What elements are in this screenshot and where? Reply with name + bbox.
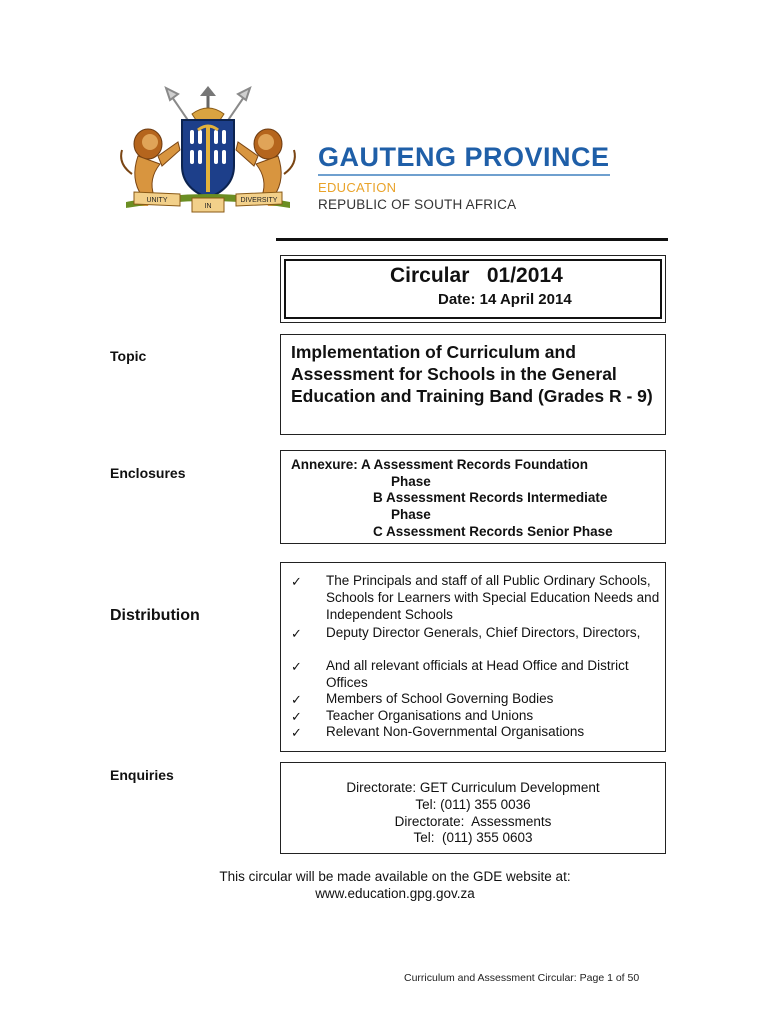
- province-name: GAUTENG PROVINCE: [318, 142, 610, 172]
- website-url: www.education.gpg.gov.za: [315, 886, 475, 901]
- enclosure-line: B Assessment Records Intermediate: [373, 490, 608, 505]
- page-footer: Curriculum and Assessment Circular: Page 1 of 50: [404, 972, 640, 984]
- enclosures-box: [280, 450, 666, 544]
- motto-center: IN: [204, 203, 212, 210]
- motto-left: UNITY: [146, 197, 168, 204]
- shield-icon: [182, 120, 234, 198]
- distribution-item-text: Relevant Non-Governmental Organisations: [326, 724, 585, 739]
- enquiries-line: Directorate: GET Curriculum Development: [346, 780, 600, 795]
- country-name: REPUBLIC OF SOUTH AFRICA: [318, 197, 517, 212]
- wordmark-divider: [318, 174, 610, 176]
- topic-label: Topic: [110, 348, 147, 364]
- department-name: EDUCATION: [318, 180, 397, 195]
- circular-date: Date: 14 April 2014: [438, 291, 572, 308]
- enquiries-line: Tel: (011) 355 0603: [413, 830, 533, 846]
- distribution-label: Distribution: [110, 607, 200, 624]
- enquiries-label: Enquiries: [110, 767, 174, 783]
- distribution-item: [291, 625, 661, 642]
- enclosure-line: C Assessment Records Senior Phase: [373, 524, 613, 539]
- enclosure-line: Annexure: A Assessment Records Foundation: [291, 457, 589, 472]
- topic-text: Implementation of Curriculum and Assessment for Schools in the General Education and Training Band (Grades R - 9): [291, 342, 653, 406]
- enclosures-label: Enclosures: [110, 465, 186, 481]
- distribution-item-text: Deputy Director Generals, Chief Directors, Directors,: [326, 625, 641, 640]
- distribution-item-text: The Principals and staff of all Public Ordinary Schools, Schools for Learners with Special Education Needs and Independent Schools: [326, 573, 660, 622]
- checkmark-icon: ✓: [291, 659, 302, 674]
- checkmark-icon: ✓: [291, 692, 302, 707]
- motto-right: DIVERSITY: [240, 197, 278, 204]
- distribution-item-text: Members of School Governing Bodies: [326, 691, 554, 706]
- distribution-item: [291, 573, 661, 623]
- distribution-box: [280, 562, 666, 752]
- distribution-item-text: Teacher Organisations and Unions: [326, 708, 534, 723]
- crest-top-icon: [192, 86, 224, 120]
- enquiries-line: Directorate: Assessments: [394, 813, 552, 829]
- distribution-item: [291, 658, 661, 692]
- checkmark-icon: ✓: [291, 709, 302, 724]
- enclosure-line: Phase: [391, 507, 431, 522]
- checkmark-icon: ✓: [291, 626, 302, 641]
- coat-of-arms-logo: [108, 84, 308, 218]
- distribution-item-text: And all relevant officials at Head Office and District Offices: [326, 658, 629, 690]
- enclosure-line: Phase: [391, 474, 431, 489]
- availability-line: This circular will be made available on the GDE website at:: [219, 869, 571, 884]
- enquiries-line: Tel: (011) 355 0036: [415, 796, 531, 812]
- topic-box: [280, 334, 666, 435]
- checkmark-icon: ✓: [291, 725, 302, 740]
- distribution-item: [291, 724, 661, 741]
- circular-number: Circular 01/2014: [390, 264, 563, 287]
- distribution-item: [291, 691, 661, 708]
- logo-wordmark: [318, 142, 638, 213]
- checkmark-icon: ✓: [291, 574, 302, 589]
- header-divider: [276, 238, 668, 241]
- distribution-item: [291, 708, 661, 725]
- enquiries-box: [280, 762, 666, 854]
- availability-note: [0, 868, 768, 902]
